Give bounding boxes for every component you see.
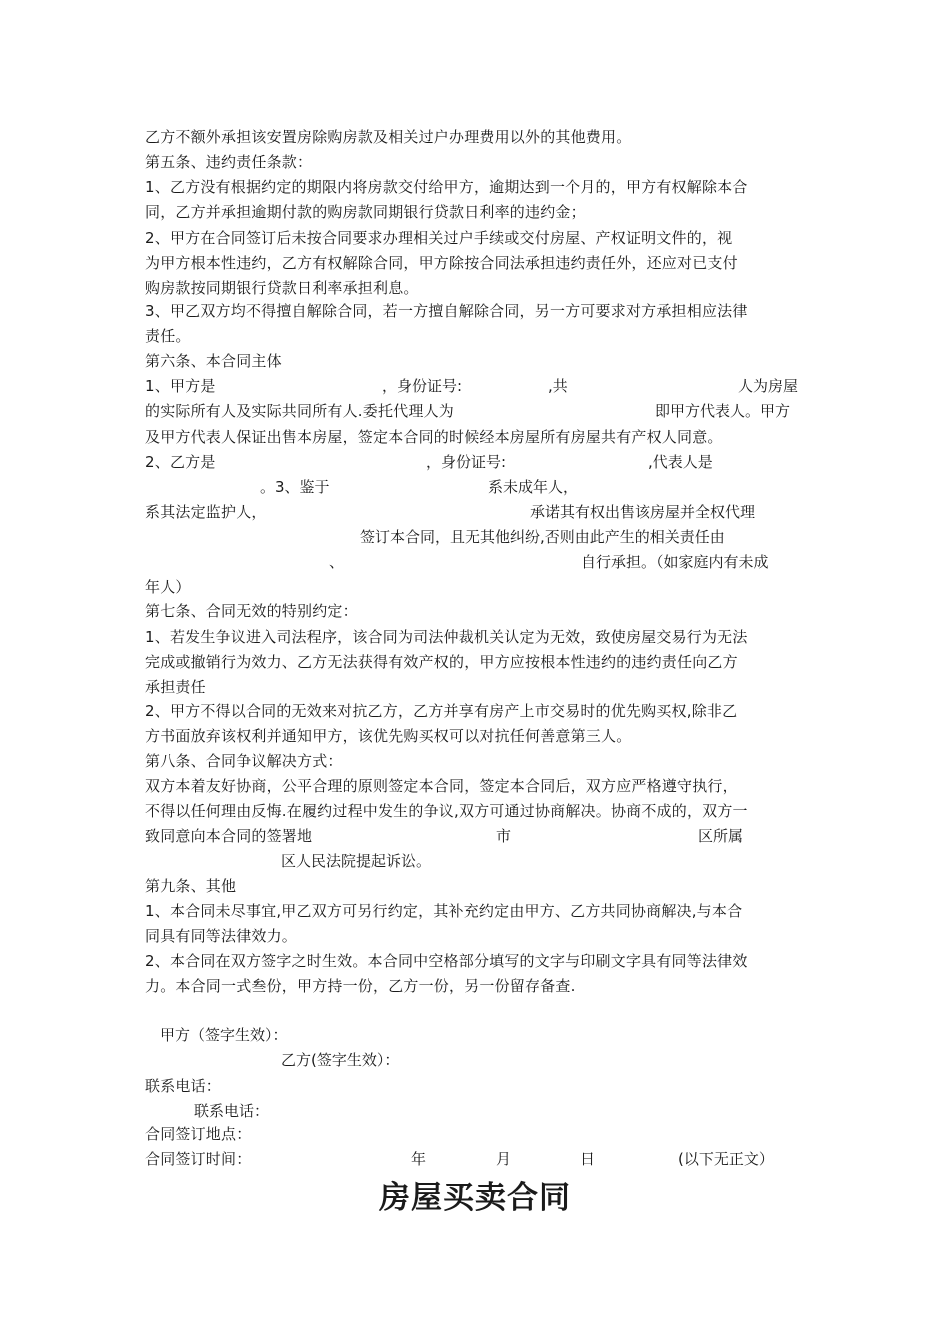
text-line: 2、乙方是 <box>145 453 216 471</box>
party-b-signature-label: 乙方(签字生效）： <box>281 1051 400 1069</box>
text-segment: 系未成年人， <box>488 478 579 496</box>
party-a-phone-label: 联系电话： <box>145 1077 222 1095</box>
text-line: 1、甲方是 <box>145 377 216 395</box>
section-heading-8: 第八条、合同争议解决方式： <box>145 752 343 770</box>
text-line: 力。本合同一式叁份，甲方持一份，乙方一份，另一份留存备查. <box>145 977 576 995</box>
text-line: 年人） <box>145 578 191 596</box>
section-heading-7: 第七条、合同无效的特别约定： <box>145 602 358 620</box>
text-line: 方书面放弃该权利并通知甲方，该优先购买权可以对抗任何善意第三人。 <box>145 727 632 745</box>
text-line: 1、乙方没有根据约定的期限内将房款交付给甲方，逾期达到一个月的，甲方有权解除本合 <box>145 178 748 196</box>
text-line: 的实际所有人及实际共同所有人.委托代理人为 <box>145 402 454 420</box>
text-line: 及甲方代表人保证出售本房屋，签定本合同的时候经本房屋所有房屋共有产权人同意。 <box>145 428 723 446</box>
signing-place-label: 合同签订地点： <box>145 1125 252 1143</box>
text-line: 为甲方根本性违约，乙方有权解除合同，甲方除按合同法承担违约责任外，还应对已支付 <box>145 254 738 272</box>
signing-time-label: 合同签订时间： <box>145 1150 252 1168</box>
text-line: 乙方不额外承担该安置房除购房款及相关过户办理费用以外的其他费用。 <box>145 128 632 146</box>
text-line: 购房款按同期银行贷款日利率承担利息。 <box>145 279 419 297</box>
text-line: 不得以任何理由反悔.在履约过程中发生的争议,双方可通过协商解决。协商不成的，双方一 <box>145 802 748 820</box>
text-segment: 签订本合同，且无其他纠纷,否则由此产生的相关责任由 <box>360 528 725 546</box>
text-segment: ,共 <box>548 377 568 395</box>
text-segment: 自行承担。（如家庭内有未成 <box>581 553 769 571</box>
section-heading-9: 第九条、其他 <box>145 877 237 895</box>
text-line: 同具有同等法律效力。 <box>145 927 298 945</box>
text-line: 3、甲乙双方均不得擅自解除合同，若一方擅自解除合同，另一方可要求对方承担相应法律 <box>145 302 748 320</box>
end-of-text-note: (以下无正文） <box>678 1150 774 1168</box>
section-heading-5: 第五条、违约责任条款： <box>145 153 313 171</box>
month-label: 月 <box>496 1150 512 1168</box>
year-label: 年 <box>411 1150 427 1168</box>
text-line: 承担责任 <box>145 678 206 696</box>
party-b-phone-label: 联系电话： <box>194 1102 270 1120</box>
text-segment: 。3、鉴于 <box>260 478 330 496</box>
text-line: 同，乙方并承担逾期付款的购房款同期银行贷款日利率的违约金； <box>145 203 586 221</box>
text-line: 双方本着友好协商，公平合理的原则签定本合同，签定本合同后，双方应严格遵守执行， <box>145 777 738 795</box>
text-line: 1、本合同未尽事宜,甲乙双方可另行约定，其补充约定由甲方、乙方共同协商解决,与本合 <box>145 902 743 920</box>
party-a-signature-label: 甲方（签字生效）： <box>160 1026 288 1044</box>
text-line: 责任。 <box>145 327 191 345</box>
text-segment: ,代表人是 <box>648 453 713 471</box>
text-line: 2、本合同在双方签字之时生效。本合同中空格部分填写的文字与印刷文字具有同等法律效 <box>145 952 748 970</box>
text-segment: ，身份证号: <box>426 453 507 471</box>
text-line: 1、若发生争议进入司法程序，该合同为司法仲裁机关认定为无效，致使房屋交易行为无法 <box>145 628 748 646</box>
text-segment: 即甲方代表人。甲方 <box>655 402 791 420</box>
text-segment: 区所属 <box>698 827 744 845</box>
text-segment: 人为房屋 <box>738 377 799 395</box>
text-line: 2、甲方不得以合同的无效来对抗乙方，乙方并享有房产上市交易时的优先购买权,除非乙 <box>145 702 738 720</box>
document-title: 房屋买卖合同 <box>379 1180 571 1216</box>
text-line: 完成或撤销行为效力、乙方无法获得有效产权的，甲方应按根本性违约的违约责任向乙方 <box>145 653 738 671</box>
text-segment: 承诺其有权出售该房屋并全权代理 <box>530 503 756 521</box>
text-line: 2、甲方在合同签订后未按合同要求办理相关过户手续或交付房屋、产权证明文件的，视 <box>145 229 733 247</box>
text-segment: 市 <box>496 827 512 845</box>
text-segment: ，身份证号: <box>382 377 463 395</box>
day-label: 日 <box>580 1150 596 1168</box>
section-heading-6: 第六条、本合同主体 <box>145 352 282 370</box>
text-line: 致同意向本合同的签署地 <box>145 827 313 845</box>
text-line: 系其法定监护人， <box>145 503 267 521</box>
text-segment: 、 <box>329 553 345 571</box>
text-segment: 区人民法院提起诉讼。 <box>281 852 432 870</box>
